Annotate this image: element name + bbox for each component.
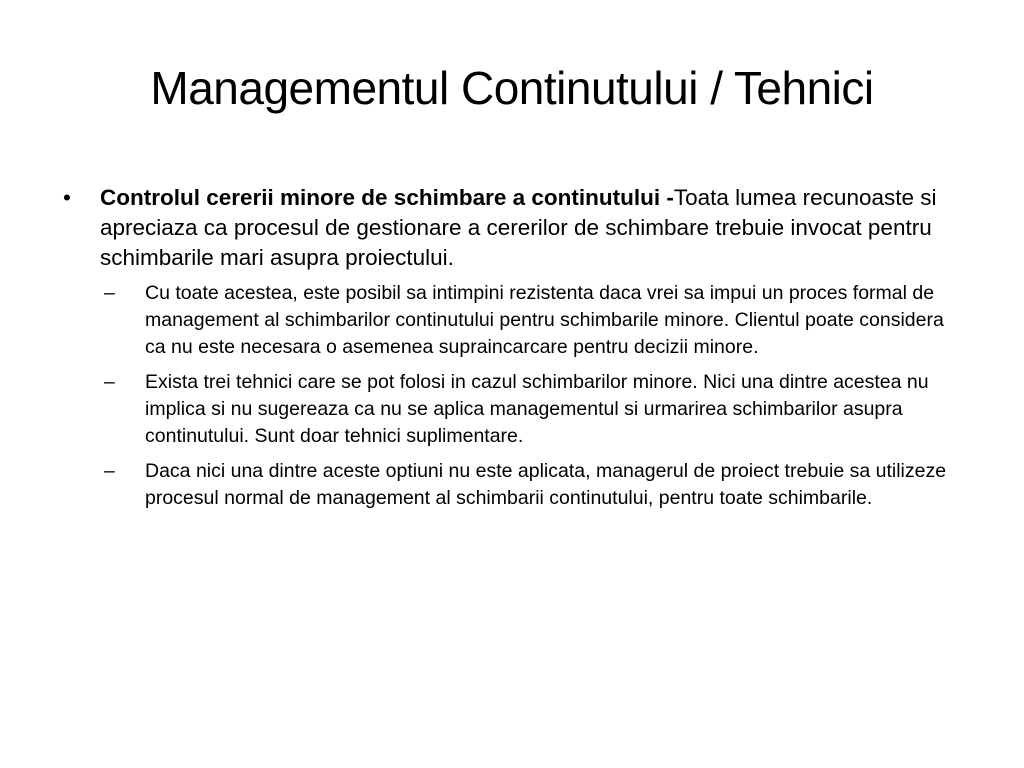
dash-marker: – [104,371,115,393]
dash-marker: – [104,460,115,482]
bullet-marker: • [63,185,71,210]
dash-marker: – [104,282,115,304]
bullet-item [60,183,960,273]
sub-bullet-item [104,458,960,512]
sub-bullet-item [104,369,960,450]
sub-bullet-text: Exista trei tehnici care se pot folosi in cazul schimbarilor minore. Nici una dintre acestea nu implica si nu sugereaza ca nu se aplica managementul si urmarirea schimbarilor asupra continutului. Sunt doar tehnici suplimentare. [145,371,929,447]
bullet-lead-text: Controlul cererii minore de schimbare a continutului - [100,185,674,210]
slide-content [60,183,960,520]
bullet-body-text: Toata lumea recunoaste si apreciaza ca procesul de gestionare a cererilor de schimbare trebuie invocat pentru schimbarile mari asupra proiectului. [100,185,937,270]
sub-bullet-item [104,280,960,361]
sub-bullet-text: Cu toate acestea, este posibil sa intimpini rezistenta daca vrei sa impui un proces formal de management al schimbarilor continutului pentru schimbarile minore. Clientul poate considera ca nu este necesara o asemenea supraincarcare pentru decizii minore. [145,282,944,358]
sub-bullet-text: Daca nici una dintre aceste optiuni nu este aplicata, managerul de proiect trebuie sa utilizeze procesul normal de management al schimbarii continutului, pentru toate schimbarile. [145,460,947,509]
slide-title: Managementul Continutului / Tehnici [150,62,874,114]
